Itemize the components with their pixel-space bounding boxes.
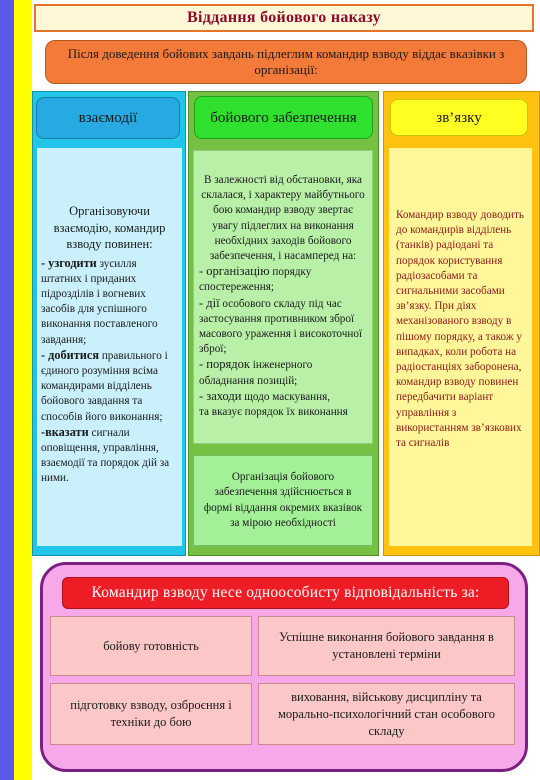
interaction-item xyxy=(41,256,178,348)
combat-support-item xyxy=(199,296,367,358)
combat-support-item xyxy=(199,264,367,295)
responsibility-cell: Успішне виконання бойового завдання в установлені терміни xyxy=(258,616,515,676)
communication-panel xyxy=(389,148,532,546)
interaction-item xyxy=(41,348,178,425)
combat-support-item xyxy=(199,389,367,405)
heading-combat-support: бойового забезпечення xyxy=(194,96,373,139)
intro-box: Після доведення бойових завдань підлеглим командир взводу віддає вказівки з організації: xyxy=(45,40,527,84)
item-keyword: -вказати xyxy=(41,424,89,439)
interaction-lead: Організовуючи взаємодію, командир взводу повинен: xyxy=(53,204,166,251)
item-text: порядку спостереження; xyxy=(199,266,312,294)
left-stripe-blue xyxy=(0,0,14,780)
item-text: сигнали оповіщення, управління, взаємодії та порядок дій за ними. xyxy=(41,426,170,485)
combat-support-panel xyxy=(193,150,373,444)
item-keyword: - заходи xyxy=(199,388,242,403)
item-text: та вказує порядок їх виконання xyxy=(199,406,348,419)
item-text: особового складу під час застосування противником зброї масового ураження і високоточної зброї; xyxy=(199,297,363,356)
item-keyword: - порядок xyxy=(199,357,250,372)
left-stripe-yellow xyxy=(14,0,32,780)
page-title: Віддання бойового наказу xyxy=(34,4,534,32)
interaction-panel xyxy=(37,148,182,546)
item-keyword: - добитися xyxy=(41,347,100,362)
combat-support-item xyxy=(199,405,367,420)
item-keyword: - організацію xyxy=(199,264,270,279)
combat-support-item xyxy=(199,357,367,388)
responsibility-heading: Командир взводу несе одноособисту відповідальність за: xyxy=(62,577,509,609)
item-text: щодо маскування, xyxy=(241,390,331,403)
combat-support-lead: В залежності від обстановки, яка склалася, і характеру майбутнього бою командир взводу звертає увагу підлеглих на виконання необхідних заходів бойового забезпечення, і насамперед на: xyxy=(201,174,365,263)
item-keyword: - узгодити xyxy=(41,255,97,270)
combat-support-note: Організація бойового забезпечення здійснюється в формі віддання окремих вказівок за мірою необхідності xyxy=(193,455,373,546)
item-text: правильного і єдиного розуміння всіма командирами відділень бойового завдання та способів його виконання; xyxy=(41,349,168,423)
responsibility-cell: виховання, військову дисципліну та морально-психологічний стан особового складу xyxy=(258,683,515,745)
interaction-item xyxy=(41,425,178,487)
responsibility-cell: підготовку взводу, озброєння і техніки до бою xyxy=(50,683,252,745)
item-text: зусилля штатних і приданих підрозділів і вогневих засобів для успішного виконання поставленого завдання; xyxy=(41,257,158,346)
responsibility-cell: бойову готовність xyxy=(50,616,252,676)
heading-interaction: взаємодії xyxy=(36,97,180,139)
item-text: інженерного обладнання позицій; xyxy=(199,359,313,387)
item-keyword: - дії xyxy=(199,295,220,310)
communication-text: Командир взводу доводить до командирів відділень (танків) радіодані та порядок користування радіозасобами та сигнальними засобами зв’язку. При діях механізованого взводу в пішому порядку, а також у випадках, коли робота на радіостанціях заборонена, командир взводу повинен передбачити варіант управління з використанням зв’язкових та сигналів xyxy=(396,209,525,450)
heading-communication: зв’язку xyxy=(390,99,528,136)
